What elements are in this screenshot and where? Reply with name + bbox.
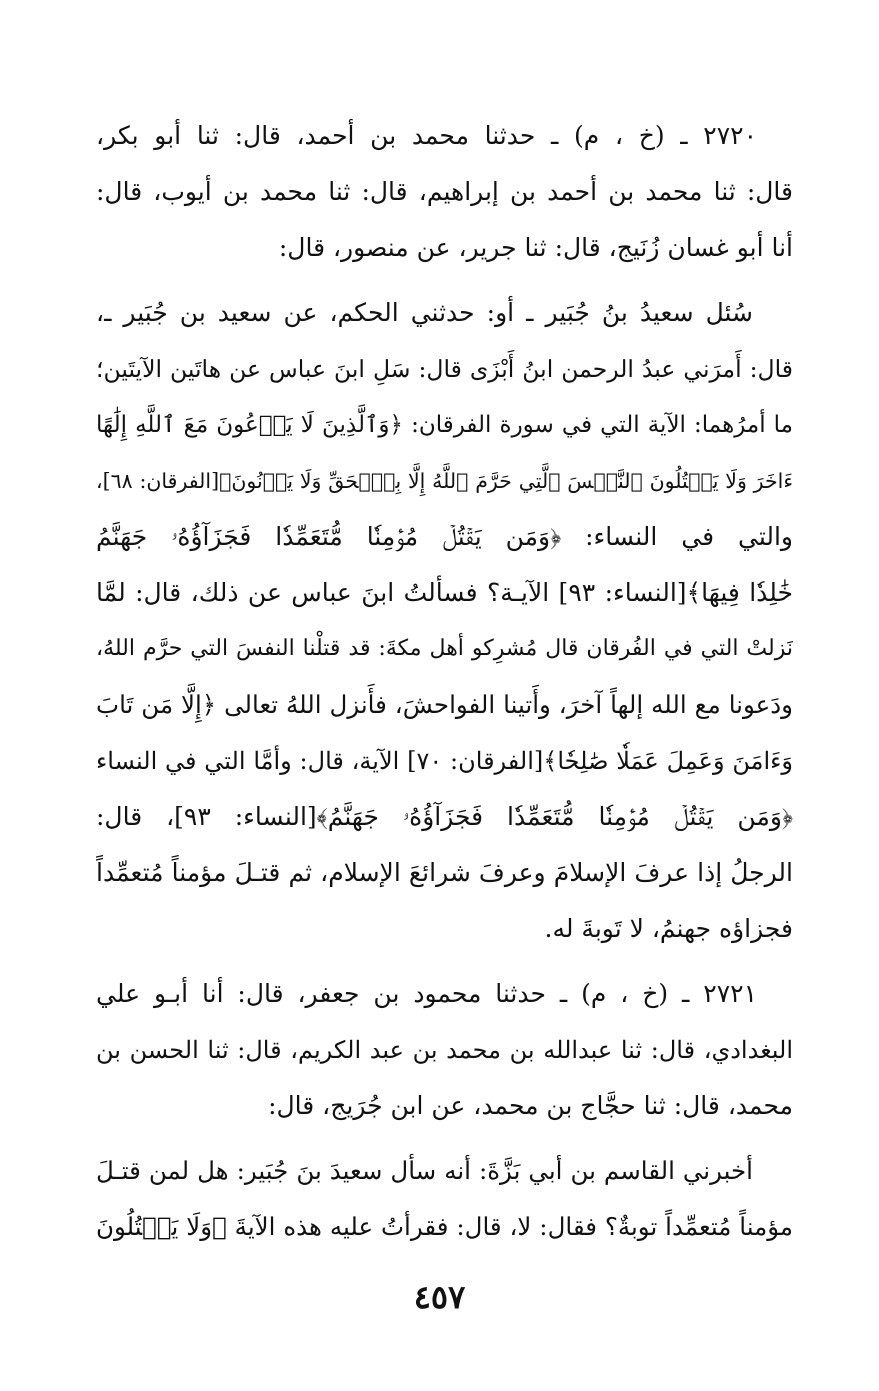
page-body	[96, 108, 793, 1255]
text-line: ءَاخَرَ وَلَا يَقۡتُلُونَ ٱلنَّفۡسَ ٱلَّتِي حَرَّمَ ٱللَّهُ إِلَّا بِٱلۡحَقِّ وَلَا يَزۡنُونَ﴾[الفرقان: ٦٨]،	[96, 469, 793, 493]
text-line: سُئل سعيدُ بنُ جُبَير ـ أو: حدثني الحكم، عن سعيد بن جُبَير ـ،	[96, 298, 753, 327]
text-line: ودَعونا مع الله إلهاً آخرَ، وأَتينا الفواحشَ، فأَنزل اللهُ تعالى ﴿إِلَّا مَن تَابَ	[96, 690, 793, 719]
text-line: قال: أَمرَني عبدُ الرحمن ابنُ أَبْزَى قال: سَلِ ابنَ عباس عن هاتَين الآيتَين؛	[96, 355, 793, 383]
text-line: أنا أبو غسان زُنَيج، قال: ثنا جرير، عن منصور، قال:	[278, 233, 793, 262]
text-line: خَٰلِدٗا فِيهَا﴾[النساء: ٩٣] الآيـة؟ فسألتُ ابنَ عباس عن ذلك، قال: لمَّا	[96, 578, 793, 607]
text-line: الرجلُ إذا عرفَ الإسلامَ وعرفَ شرائعَ الإسلام، ثم قتـلَ مؤمناً مُتعمِّداً	[96, 858, 793, 887]
page-number: ٤٥٧	[413, 1278, 466, 1316]
hadith-2720-matn	[96, 285, 793, 957]
text-line: ٢٧٢١ ـ (خ ، م) ـ حدثنا محمود بن جعفر، قال: أنا أبـو علي	[96, 979, 757, 1008]
text-line: قال: ثنا محمد بن أحمد بن إبراهيم، قال: ثنا محمد بن أيوب، قال:	[96, 177, 793, 206]
text-line: فجزاؤه جهنمُ، لا تَوبةَ له.	[544, 914, 793, 943]
text-line: محمد، قال: ثنا حجَّاج بن محمد، عن ابن جُرَيج، قال:	[268, 1091, 793, 1120]
text-line: البغدادي، قال: ثنا عبدالله بن محمد بن عبد الكريم، قال: ثنا الحسن بن	[96, 1036, 793, 1064]
text-line: والتي في النساء: ﴿وَمَن يَقۡتُلۡ مُؤۡمِنٗا مُّتَعَمِّدٗا فَجَزَآؤُهُۥ جَهَنَّمُ	[96, 522, 793, 551]
text-line: مؤمناً مُتعمِّداً توبةٌ؟ فقال: لا، قال: فقرأتُ عليه هذه الآيةَ ﴿وَلَا يَقۡتُلُونَ	[96, 1212, 793, 1241]
text-line: نَزلتْ التي في الفُرقان قال مُشرِكو أهل مكةَ: قد قتلْنا النفسَ التي حرَّم اللهُ،	[96, 636, 793, 661]
hadith-2721-isnad	[96, 966, 793, 1134]
text-line: أخبرني القاسم بن أبي بَزَّةَ: أنه سأل سعيدَ بنَ جُبَير: هل لمن قتـلَ	[96, 1156, 753, 1185]
text-line: ما أمرُهما: الآية التي في سورة الفرقان: ﴿وَٱلَّذِينَ لَا يَدۡعُونَ مَعَ ٱللَّهِ إِلَٰهًا	[96, 412, 793, 438]
hadith-2721-matn	[96, 1143, 793, 1255]
hadith-2720-isnad	[96, 108, 793, 276]
text-line: وَءَامَنَ وَعَمِلَ عَمَلٗا صَٰلِحٗا﴾[الفرقان: ٧٠] الآية، قال: وأمَّا التي في النساء	[96, 747, 793, 775]
text-line: ٢٧٢٠ ـ (خ ، م) ـ حدثنا محمد بن أحمد، قال: ثنا أبو بكر،	[96, 121, 757, 150]
text-line: ﴿وَمَن يَقۡتُلۡ مُؤۡمِنٗا مُّتَعَمِّدٗا فَجَزَآؤُهُۥ جَهَنَّمُ﴾[النساء: ٩٣]، قال:	[96, 802, 793, 831]
